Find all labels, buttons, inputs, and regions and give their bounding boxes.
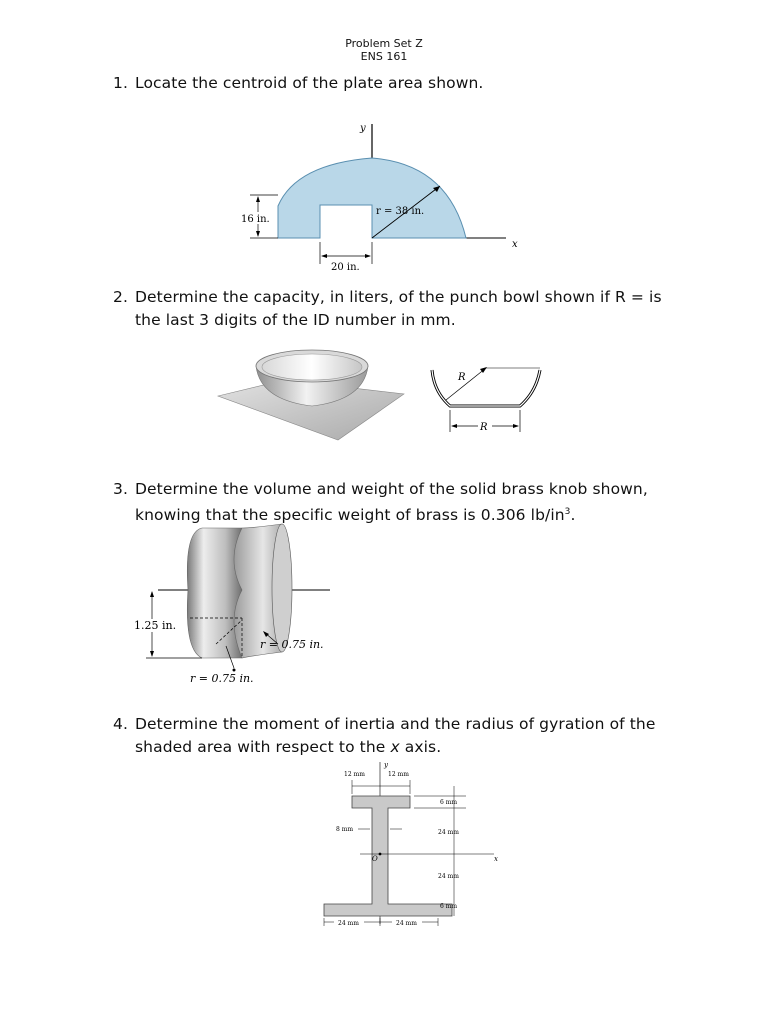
document-title: Problem Set Z [345, 37, 423, 50]
bottom-right-dimension: 24 mm [396, 920, 417, 927]
problem-number: 4. [113, 715, 128, 733]
bottom-flange-dimension: 6 mm [440, 903, 458, 910]
problem-2 [113, 286, 713, 332]
problem-1 [113, 72, 713, 95]
course-code: ENS 161 [360, 50, 408, 63]
problem-number: 1. [113, 74, 128, 92]
x-axis-label: x [512, 239, 518, 250]
origin-label: O [372, 855, 378, 863]
y-axis-label: y [360, 123, 366, 134]
web-dimension: 8 mm [336, 826, 354, 833]
problem-4 [113, 713, 713, 759]
figure-punch-bowl [214, 340, 558, 446]
superscript: 3 [564, 507, 571, 517]
knob-cylinder [187, 528, 242, 658]
radius-label-base: R [480, 422, 488, 433]
top-left-dimension: 12 mm [344, 771, 365, 778]
problem-text-line1: Determine the capacity, in liters, of the punch bowl shown if R = is [135, 288, 662, 306]
height-dimension-label: 16 in. [241, 214, 270, 225]
height-dimension-label: 1.25 in. [134, 619, 177, 632]
plate-shape [278, 158, 466, 238]
width-dimension-label: 20 in. [331, 262, 360, 273]
problem-number: 3. [113, 480, 128, 498]
problem-text-end: axis. [399, 738, 442, 756]
radius-label: R [458, 372, 466, 383]
figure-brass-knob [130, 520, 350, 690]
problem-text-line2: the last 3 digits of the ID number in mm. [135, 311, 456, 329]
problem-text-line1: Determine the moment of inertia and the radius of gyration of the [135, 715, 656, 733]
problem-number: 2. [113, 288, 128, 306]
figure-plate [236, 104, 532, 276]
y-axis-label: y [384, 761, 388, 769]
outer-radius-label: r = 0.75 in. [190, 672, 254, 685]
i-beam-shape [324, 796, 452, 916]
top-flange-dimension: 6 mm [440, 799, 458, 806]
problem-text-line2: knowing that the specific weight of brass is 0.306 lb/in [135, 506, 565, 525]
radius-label: r = 38 in. [376, 206, 425, 217]
problem-text-line1: Determine the volume and weight of the solid brass knob shown, [135, 480, 648, 498]
lower-web-dimension: 24 mm [438, 873, 459, 880]
problem-text-line2: shaded area with respect to the [135, 738, 391, 756]
figure-i-beam [316, 758, 506, 928]
x-axis-label: x [494, 855, 498, 863]
upper-web-dimension: 24 mm [438, 829, 459, 836]
bowl-section [432, 370, 540, 406]
period: . [570, 506, 576, 525]
problem-text: Locate the centroid of the plate area shown. [135, 74, 484, 92]
bottom-left-dimension: 24 mm [338, 920, 359, 927]
top-right-dimension: 12 mm [388, 771, 409, 778]
inner-radius-label: r = 0.75 in. [260, 638, 324, 651]
axis-variable: x [390, 738, 400, 756]
